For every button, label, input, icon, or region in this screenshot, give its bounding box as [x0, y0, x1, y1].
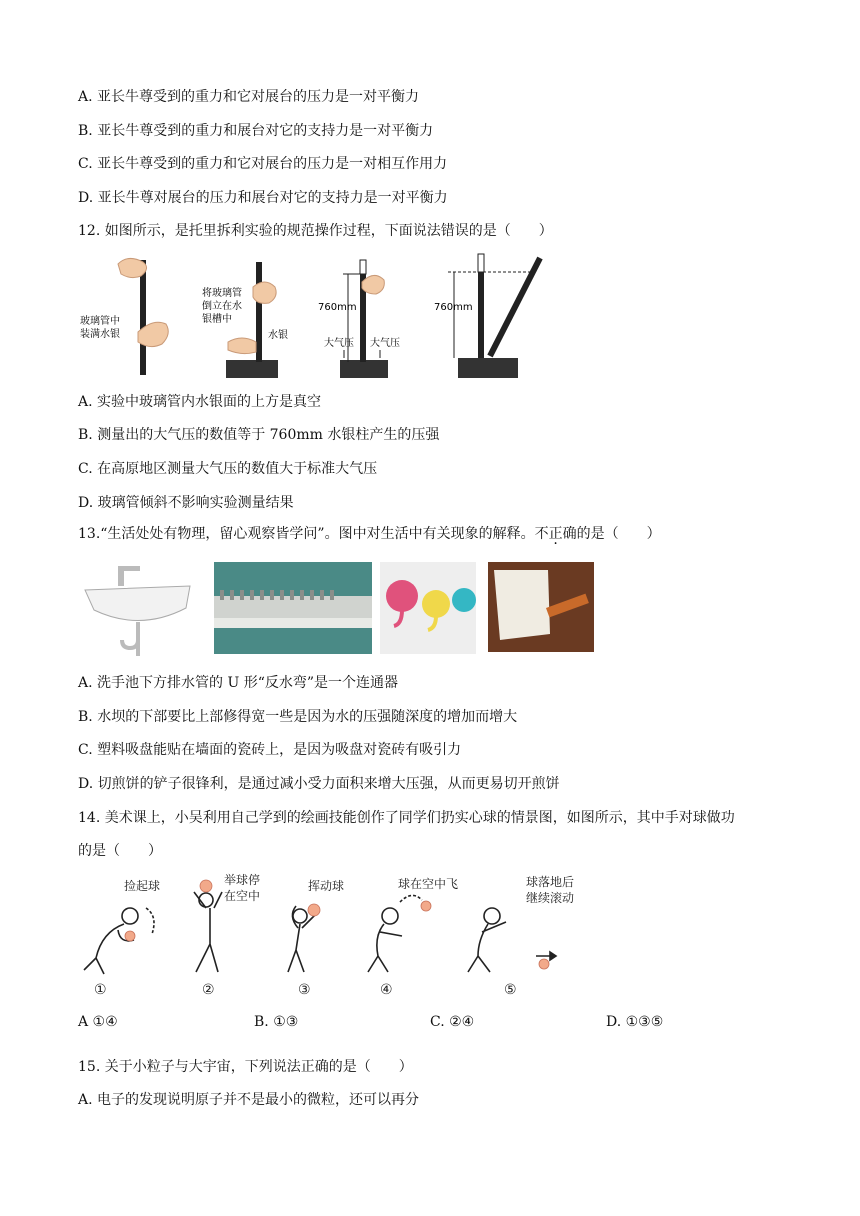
- caption-3: 挥动球: [308, 879, 345, 893]
- step3-pressure-right: 大气压: [370, 338, 400, 349]
- spatula-image: [488, 562, 594, 652]
- step2-tube-inverted: [202, 262, 288, 378]
- step3-height-label: 760mm: [318, 302, 357, 313]
- q14-option-d: D. ①③⑤: [606, 1014, 664, 1030]
- step2-label-1: 将玻璃管: [202, 288, 242, 299]
- q14-stem-line1: 14. 美术课上，小吴利用自己学到的绘画技能创作了同学们扔实心球的情景图，如图所示，其中手对球做功: [78, 810, 735, 826]
- caption-2a: 举球停: [224, 873, 261, 887]
- q11-option-c: C. 亚长牛尊受到的重力和它对展台的压力是一对相互作用力: [78, 156, 448, 172]
- q13-option-d: D. 切煎饼的铲子很锋利，是通过减小受力面积来增大压强，从而更易切开煎饼: [78, 776, 560, 792]
- step1-label-1: 玻璃管中: [80, 316, 120, 327]
- q12-option-b: B. 测量出的大气压的数值等于 760mm 水银柱产生的压强: [78, 427, 440, 443]
- q11-option-b: B. 亚长牛尊受到的重力和展台对它的支持力是一对平衡力: [78, 123, 434, 139]
- q13-option-b: B. 水坝的下部要比上部修得宽一些是因为水的压强随深度的增加而增大: [78, 709, 518, 725]
- step4-height-label: 760mm: [434, 302, 473, 313]
- step1-label-2: 装满水银: [80, 329, 120, 340]
- q13-option-c: C. 塑料吸盘能贴在墙面的瓷砖上，是因为吸盘对瓷砖有吸引力: [78, 742, 462, 758]
- caption-2b: 在空中: [224, 889, 261, 903]
- step2-label-mercury: 水银: [268, 330, 288, 341]
- q12-option-a: A. 实验中玻璃管内水银面的上方是真空: [78, 394, 322, 410]
- step1-tube-filled: [80, 258, 168, 375]
- num-3: ③: [298, 982, 311, 998]
- num-5: ⑤: [504, 982, 517, 998]
- q14-option-c: C. ②④: [430, 1014, 475, 1030]
- q13-stem-after: 的是（ ）: [576, 526, 661, 542]
- step2-label-2: 倒立在水: [202, 301, 242, 312]
- num-4: ④: [380, 982, 393, 998]
- q13-stem-before: 13.“生活处处有物理，留心观察皆学问”。图中对生活中有关现象的解释。: [78, 526, 535, 542]
- q13-stem-emphasis: 不正确: [534, 526, 577, 542]
- q14-figure: [78, 870, 578, 1000]
- step3-measure: [318, 260, 400, 378]
- num-1: ①: [94, 982, 107, 998]
- q14-option-b: B. ①③: [254, 1014, 299, 1030]
- q12-option-d: D. 玻璃管倾斜不影响实验测量结果: [78, 495, 294, 511]
- q14-stem-line2: 的是（ ）: [78, 843, 162, 859]
- suction-cups-image: [380, 562, 476, 654]
- sink-image: [85, 566, 190, 656]
- caption-5a: 球落地后: [526, 875, 575, 889]
- q11-option-d: D. 亚长牛尊对展台的压力和展台对它的支持力是一对平衡力: [78, 190, 448, 206]
- caption-1: 捡起球: [124, 879, 161, 893]
- torricelli-figure: [78, 252, 558, 382]
- step4-tilted: [434, 254, 540, 378]
- q13-images: [80, 560, 600, 656]
- q14-option-a: A ①④: [78, 1014, 118, 1030]
- num-2: ②: [202, 982, 215, 998]
- step2-label-3: 银槽中: [202, 314, 232, 325]
- dam-image: [214, 562, 372, 654]
- q12-stem: 12. 如图所示，是托里拆利实验的规范操作过程，下面说法错误的是（ ）: [78, 223, 553, 239]
- q13-option-a: A. 洗手池下方排水管的 U 形“反水弯”是一个连通器: [78, 675, 399, 691]
- q12-option-c: C. 在高原地区测量大气压的数值大于标准大气压: [78, 461, 378, 477]
- q13-stem: [78, 524, 661, 544]
- q15-stem: 15. 关于小粒子与大宇宙，下列说法正确的是（ ）: [78, 1059, 413, 1075]
- caption-5b: 继续滚动: [526, 891, 575, 905]
- q11-option-a: A. 亚长牛尊受到的重力和它对展台的压力是一对平衡力: [78, 89, 420, 105]
- caption-4: 球在空中飞: [398, 877, 459, 891]
- q15-option-a: A. 电子的发现说明原子并不是最小的微粒，还可以再分: [78, 1092, 420, 1108]
- step3-pressure-left: 大气压: [324, 338, 354, 349]
